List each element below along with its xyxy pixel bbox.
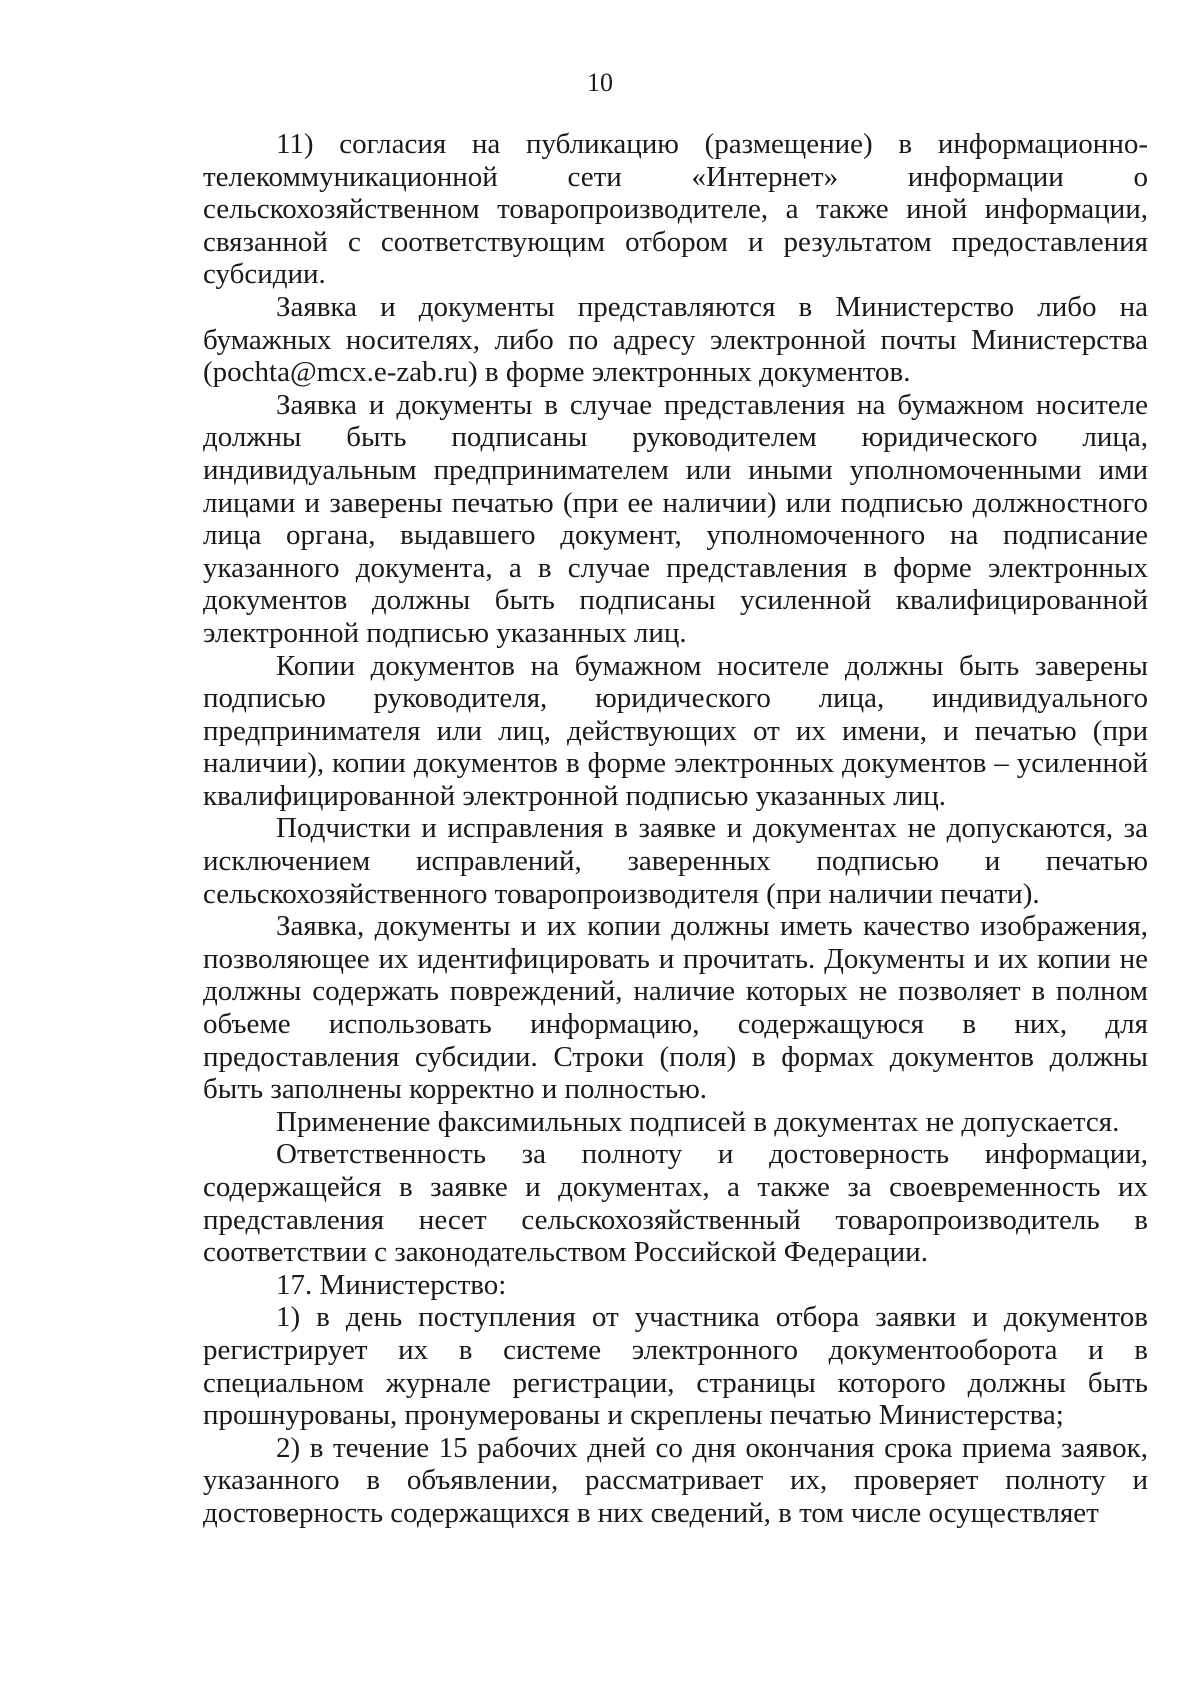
- paragraph: Применение факсимильных подписей в документах не допускается.: [276, 1105, 1120, 1138]
- paragraph: Копии документов на бумажном носителе должны быть заверены подписью руководителя, юридического лица, индивидуального предпринимателя или лиц, действующих от их имени, и печатью (при наличии), копии документов в форме электронных документов – усиленной квалифицированной электронной подписью указанных лиц.: [203, 649, 1148, 812]
- paragraph: Заявка и документы в случае представления на бумажном носителе должны быть подписаны руководителем юридического лица, индивидуальным предпринимателем или иными уполномоченными ими лицами и заверены печатью (при ее наличии) или подписью должностного лица органа, выдавшего документ, уполномоченного на подписание указанного документа, а в случае представления в форме электронных документов должны быть подписаны усиленной квалифицированной электронной подписью указанных лиц.: [203, 388, 1148, 649]
- paragraph: Подчистки и исправления в заявке и документах не допускаются, за исключением исправлений, заверенных подписью и печатью сельскохозяйственного товаропроизводителя (при наличии печати).: [203, 812, 1148, 910]
- paragraph: Ответственность за полноту и достоверность информации, содержащейся в заявке и документах, а также за своевременность их представления несет сельскохозяйственный товаропроизводитель в соответствии с законодательством Российской Федерации.: [203, 1138, 1148, 1269]
- paragraph: Заявка, документы и их копии должны иметь качество изображения, позволяющее их идентифицировать и прочитать. Документы и их копии не должны содержать повреждений, наличие которых не позволяет в полном объеме использовать информацию, содержащуюся в них, для предоставления субсидии. Строки (поля) в формах документов должны быть заполнены корректно и полностью.: [203, 910, 1148, 1106]
- document-body: [203, 128, 1148, 1530]
- paragraph: Заявка и документы представляются в Министерство либо на бумажных носителях, либо по адресу электронной почты Министерства (pochta@mcx.e-zab.ru) в форме электронных документов.: [203, 290, 1148, 389]
- paragraph: 17. Министерство:: [276, 1268, 507, 1301]
- page-number: 10: [587, 68, 613, 97]
- paragraph: 2) в течение 15 рабочих дней со дня окончания срока приема заявок, указанного в объявлении, рассматривает их, проверяет полноту и достоверность содержащихся в них сведений, в том числе осуществляет: [203, 1431, 1148, 1529]
- paragraph: 11) согласия на публикацию (размещение) в информационно-телекоммуникационной сети «Интернет» информации о сельскохозяйственном товаропроизводителе, а также иной информации, связанной с соответствующим отбором и результатом предоставления субсидии.: [203, 128, 1148, 291]
- paragraph: 1) в день поступления от участника отбора заявки и документов регистрирует их в системе электронного документооборота и в специальном журнале регистрации, страницы которого должны быть прошнурованы, пронумерованы и скреплены печатью Министерства;: [203, 1301, 1148, 1432]
